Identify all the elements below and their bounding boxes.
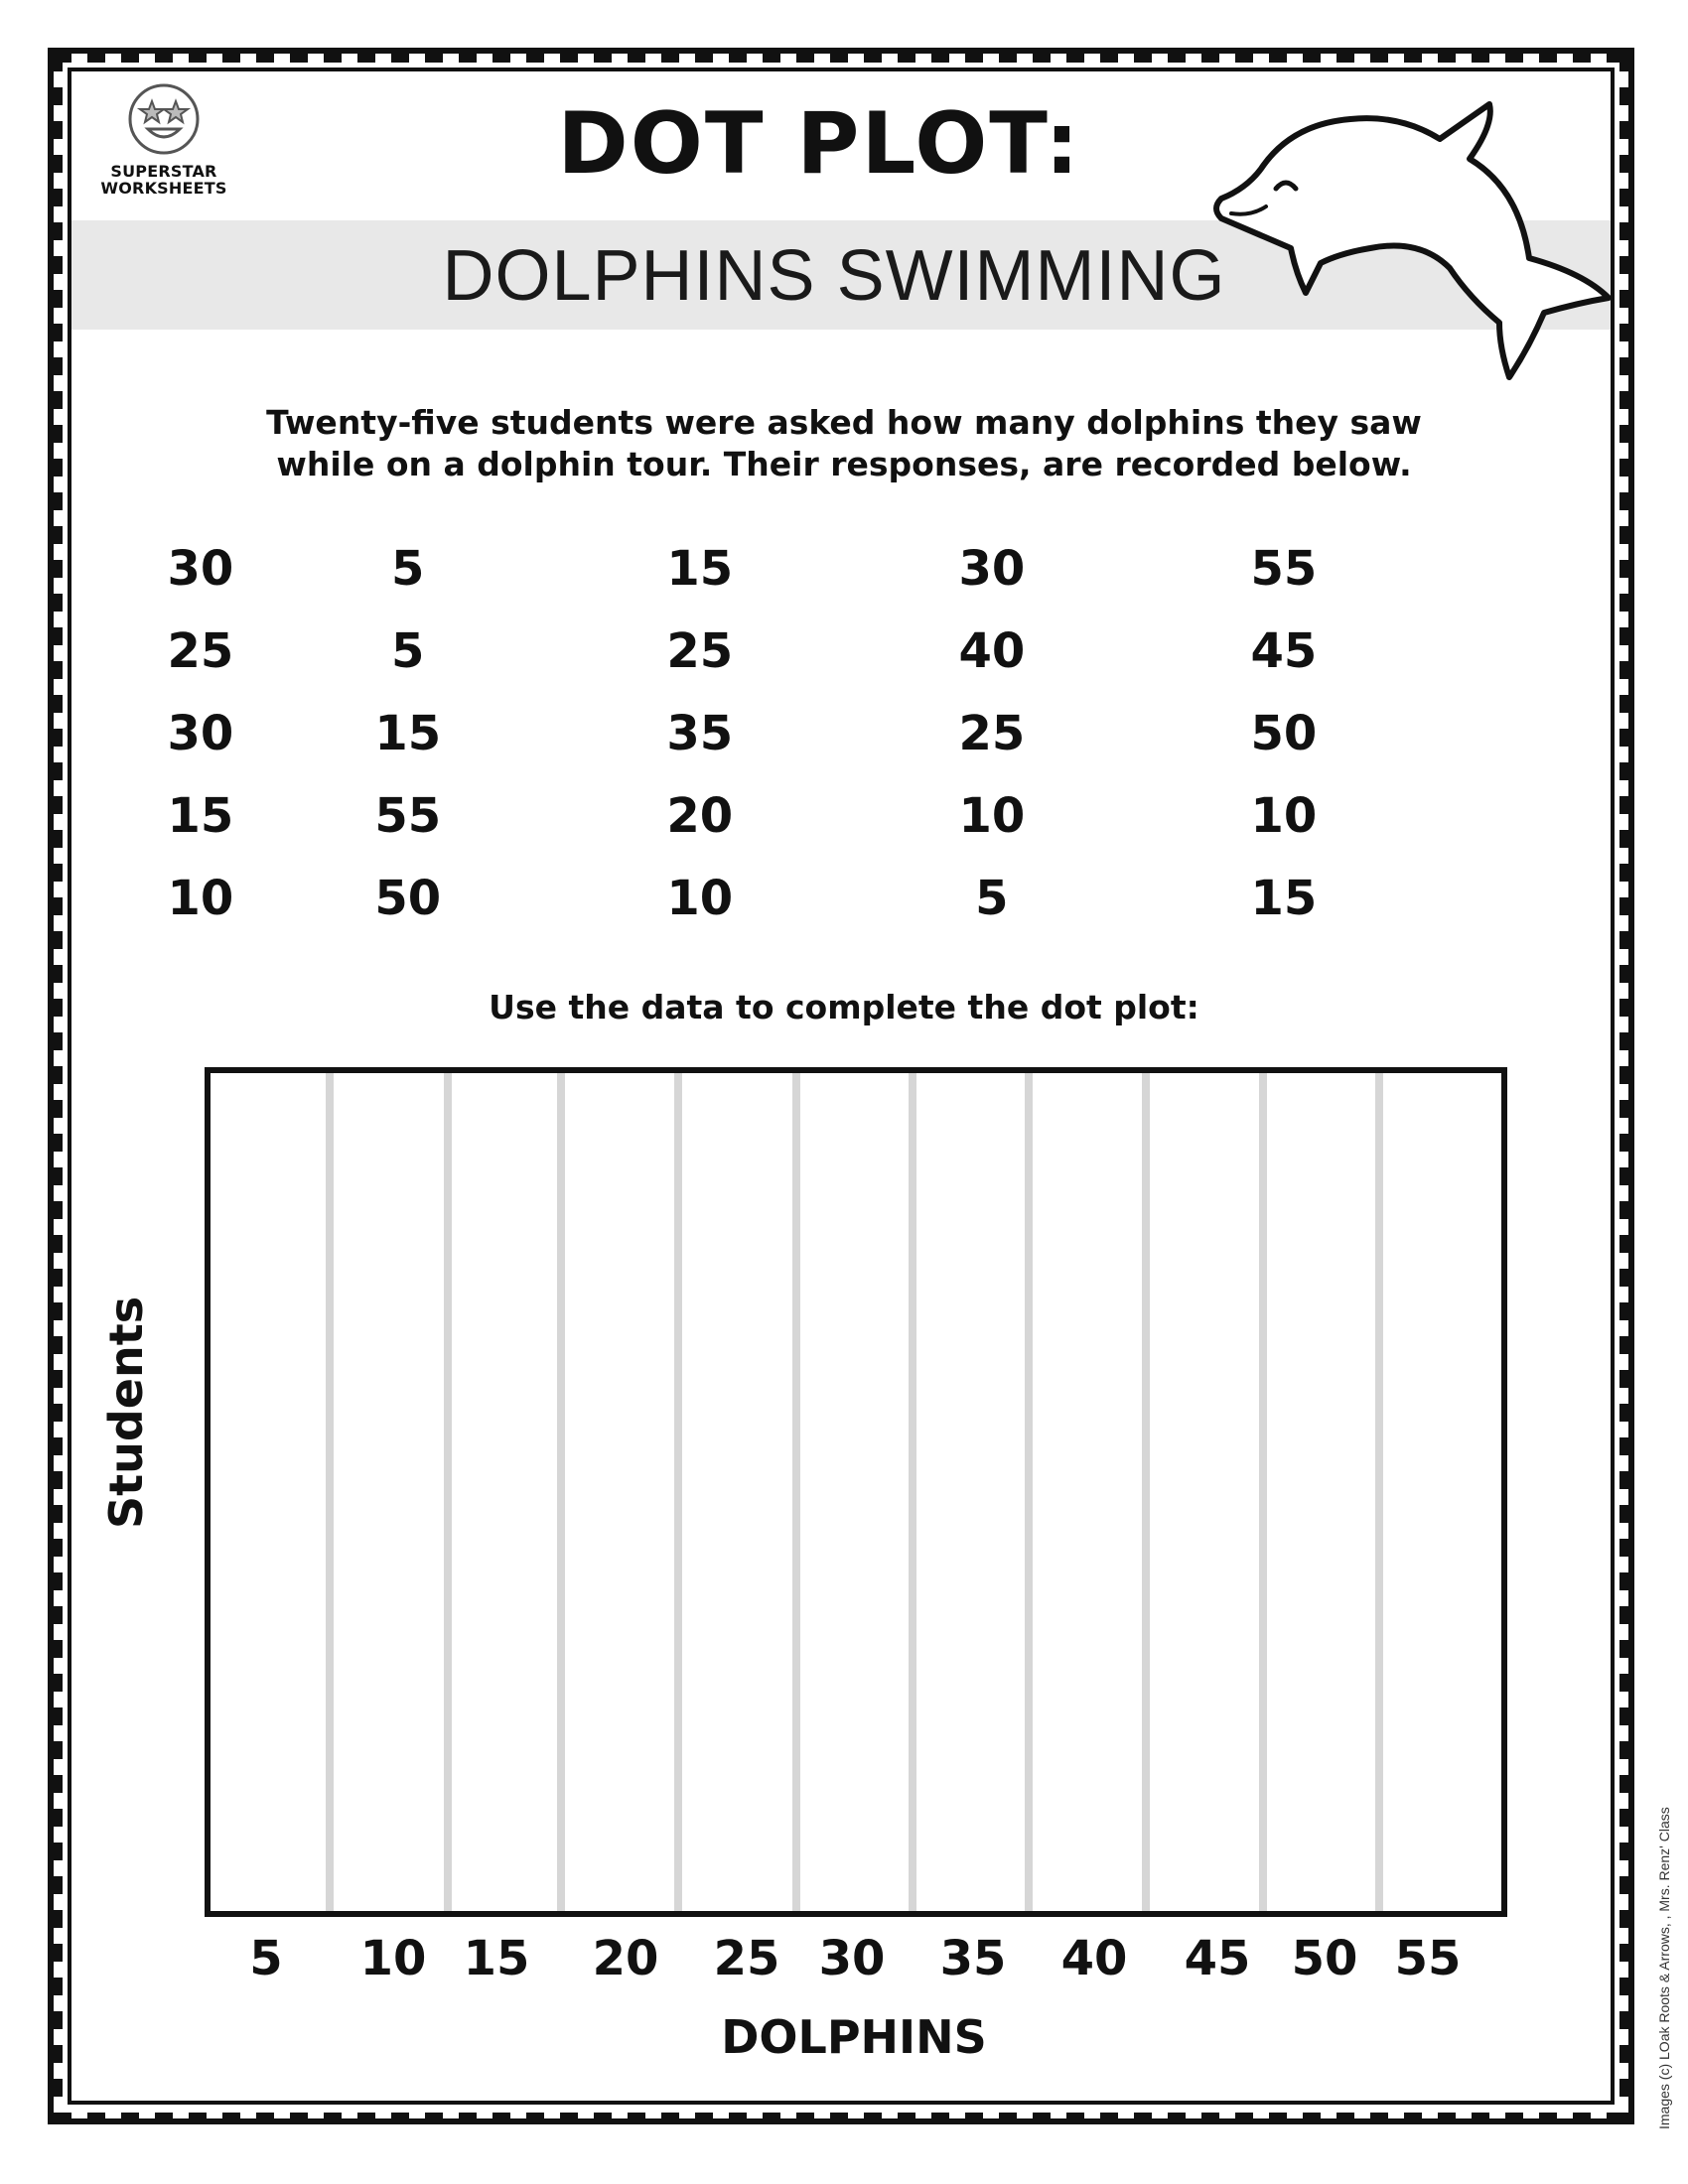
dashed-border-2	[54, 54, 63, 2118]
x-tick-label: 10	[359, 1931, 427, 1986]
dot-plot-area[interactable]	[205, 1067, 1507, 1917]
x-tick-label: 20	[592, 1931, 659, 1986]
instruction-text: Use the data to complete the dot plot:	[489, 988, 1199, 1026]
x-tick-label: 25	[713, 1931, 780, 1986]
x-tick-label: 5	[249, 1931, 283, 1986]
x-tick-label: 55	[1394, 1931, 1462, 1986]
data-cell: 20	[666, 788, 734, 844]
data-cell: 5	[391, 541, 425, 597]
image-credit: Images (c) LOak Roots & Arrows, , Mrs. Renz' Class	[1656, 1807, 1672, 2129]
data-cell: 10	[1250, 788, 1318, 844]
plot-gridline	[1259, 1073, 1267, 1911]
x-tick-label: 30	[818, 1931, 886, 1986]
page-subtitle: DOLPHINS SWIMMING	[442, 236, 1226, 316]
logo-line1: SUPERSTAR	[110, 162, 217, 181]
intro-text	[199, 402, 1489, 485]
intro-line2: while on a dolphin tour. Their responses, are recorded below.	[276, 445, 1412, 483]
y-axis-label	[99, 1297, 153, 1529]
plot-gridline	[674, 1073, 682, 1911]
data-cell: 50	[374, 871, 442, 926]
data-cell: 55	[374, 788, 442, 844]
plot-gridline	[909, 1073, 916, 1911]
x-tick-label: 35	[939, 1931, 1007, 1986]
plot-gridline	[792, 1073, 800, 1911]
plot-gridline	[557, 1073, 565, 1911]
superstar-logo	[94, 79, 233, 197]
logo-line2: WORKSHEETS	[100, 179, 227, 198]
page-title: DOT PLOT:	[557, 94, 1081, 194]
x-tick-label: 45	[1184, 1931, 1251, 1986]
plot-gridline	[326, 1073, 334, 1911]
data-cell: 25	[167, 623, 234, 679]
data-cell: 55	[1250, 541, 1318, 597]
data-cell: 30	[167, 541, 234, 597]
data-cell: 25	[958, 706, 1026, 761]
x-tick-label: 15	[463, 1931, 530, 1986]
dashed-border-3	[1619, 54, 1628, 2118]
data-cell: 15	[1250, 871, 1318, 926]
data-row	[139, 788, 1430, 871]
data-cell: 10	[167, 871, 234, 926]
data-cell: 45	[1250, 623, 1318, 679]
data-cell: 5	[975, 871, 1009, 926]
plot-gridline	[1375, 1073, 1383, 1911]
data-cell: 30	[958, 541, 1026, 597]
dashed-border-1	[54, 2113, 1628, 2121]
y-axis-label-text: Students	[99, 1296, 153, 1529]
star-face-icon	[124, 79, 204, 159]
data-cell: 10	[666, 871, 734, 926]
dashed-border-0	[54, 54, 1628, 63]
data-row	[139, 871, 1430, 953]
plot-gridline	[1142, 1073, 1150, 1911]
plot-gridline	[1025, 1073, 1033, 1911]
x-tick-label: 40	[1060, 1931, 1128, 1986]
data-cell: 40	[958, 623, 1026, 679]
data-cell: 15	[374, 706, 442, 761]
data-row	[139, 706, 1430, 788]
data-cell: 10	[958, 788, 1026, 844]
x-axis-label: DOLPHINS	[721, 2010, 987, 2064]
data-cell: 25	[666, 623, 734, 679]
data-row	[139, 541, 1430, 623]
data-cell: 15	[666, 541, 734, 597]
data-cell: 50	[1250, 706, 1318, 761]
intro-line1: Twenty-five students were asked how many dolphins they saw	[266, 403, 1422, 442]
x-tick-label: 50	[1291, 1931, 1358, 1986]
data-cell: 15	[167, 788, 234, 844]
data-cell: 5	[391, 623, 425, 679]
data-cell: 35	[666, 706, 734, 761]
data-cell: 30	[167, 706, 234, 761]
dolphin-icon	[1201, 99, 1618, 397]
plot-gridline	[444, 1073, 452, 1911]
data-row	[139, 623, 1430, 706]
data-table	[139, 541, 1430, 953]
